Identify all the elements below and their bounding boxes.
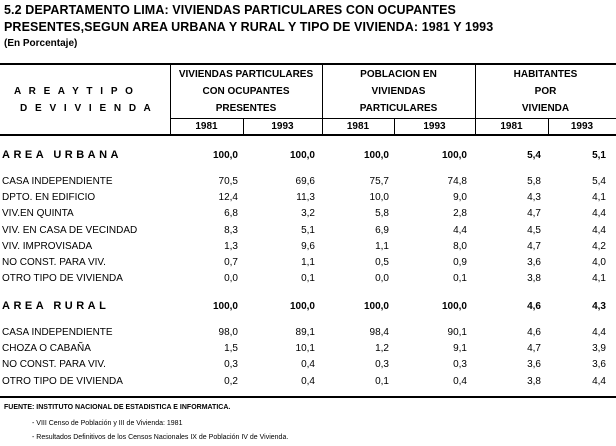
year-header: 1981 [195,121,218,132]
table-cell: 74,8 [447,176,467,187]
title-line-2: PRESENTES,SEGUN AREA URBANA Y RURAL Y TIPO DE VIVIENDA: 1981 Y 1993 [4,20,494,34]
row-label: NO CONST. PARA VIV. [2,257,106,268]
year-header: 1993 [423,121,446,132]
table-cell: 0,1 [301,273,315,284]
table-cell: 4,4 [592,327,606,338]
section-total-cell: 100,0 [289,301,315,312]
column-group-header: POBLACION EN [360,69,437,80]
table-cell: 4,4 [592,225,606,236]
row-label: VIV. IMPROVISADA [2,241,93,252]
table-cell: 0,1 [375,376,389,387]
table-cell: 4,1 [592,192,606,203]
row-label: CASA INDEPENDIENTE [2,327,113,338]
title-line-1: 5.2 DEPARTAMENTO LIMA: VIVIENDAS PARTICULARES CON OCUPANTES [4,3,456,17]
table-cell: 70,5 [218,176,238,187]
table-cell: 9,6 [301,241,315,252]
table-cell: 98,4 [369,327,389,338]
subtitle: (En Porcentaje) [4,38,78,49]
bottom-rule [0,396,616,398]
table-cell: 1,1 [301,257,315,268]
table-cell: 4,0 [592,257,606,268]
table-cell: 4,4 [592,376,606,387]
table-cell: 3,2 [301,208,315,219]
table-cell: 1,3 [224,241,238,252]
table-cell: 4,7 [527,241,541,252]
column-group-header: POR [534,86,557,97]
table-cell: 0,4 [301,359,315,370]
table-cell: 4,7 [527,343,541,354]
table-cell: 3,6 [527,359,541,370]
table-cell: 0,2 [224,376,238,387]
section-total-cell: 4,3 [592,301,606,312]
table-cell: 0,4 [301,376,315,387]
table-cell: 5,8 [527,176,541,187]
section-total-cell: 100,0 [363,150,389,161]
table-cell: 90,1 [447,327,467,338]
row-label: CASA INDEPENDIENTE [2,176,113,187]
year-header: 1981 [500,121,523,132]
table-cell: 0,5 [375,257,389,268]
table-cell: 5,8 [375,208,389,219]
table-cell: 5,1 [301,225,315,236]
table-cell: 0,4 [453,376,467,387]
table-cell: 1,2 [375,343,389,354]
stub-header-line-1: A R E A Y T I P O [14,86,136,97]
top-rule [0,63,616,65]
table-cell: 4,5 [527,225,541,236]
column-group-header: HABITANTES [513,69,578,80]
table-cell: 4,2 [592,241,606,252]
section-title: AREA URBANA [2,149,122,161]
column-group-header: CON OCUPANTES [202,86,290,97]
table-cell: 10,0 [369,192,389,203]
table-cell: 0,9 [453,257,467,268]
section-title: AREA RURAL [2,300,110,312]
footer-source: FUENTE: INSTITUTO NACIONAL DE ESTADISTICA E INFORMATICA. [4,404,231,411]
footer-item-2: - Resultados Definitivos de los Censos Nacionales IX de Población IV de Vivienda. [32,434,289,441]
table-cell: 0,3 [224,359,238,370]
table-cell: 5,4 [592,176,606,187]
row-label: CHOZA O CABAÑA [2,343,91,354]
table-cell: 4,3 [527,192,541,203]
table-cell: 9,1 [453,343,467,354]
column-group-header: VIVIENDA [521,103,570,114]
table-cell: 0,7 [224,257,238,268]
table-cell: 0,1 [453,273,467,284]
stub-header-line-2: D E V I V I E N D A [20,103,154,114]
table-cell: 8,0 [453,241,467,252]
section-total-cell: 100,0 [289,150,315,161]
row-label: VIV. EN CASA DE VECINDAD [2,225,138,236]
row-label: OTRO TIPO DE VIVIENDA [2,376,123,387]
table-cell: 0,3 [375,359,389,370]
section-total-cell: 4,6 [527,301,541,312]
table-cell: 9,0 [453,192,467,203]
section-total-cell: 100,0 [441,301,467,312]
table-cell: 11,3 [296,192,315,203]
table-cell: 4,6 [527,327,541,338]
table-cell: 2,8 [453,208,467,219]
column-group-header: VIVIENDAS [371,86,426,97]
table-cell: 6,9 [375,225,389,236]
table-cell: 10,1 [295,343,315,354]
table-cell: 0,0 [224,273,238,284]
year-header: 1993 [271,121,294,132]
column-group-header: PARTICULARES [359,103,438,114]
year-header: 1981 [346,121,370,132]
table-cell: 3,8 [527,273,541,284]
row-label: DPTO. EN EDIFICIO [2,192,96,203]
table-cell: 1,1 [375,241,389,252]
table-cell: 4,7 [527,208,541,219]
table-cell: 0,0 [375,273,389,284]
table-cell: 3,6 [527,257,541,268]
row-label: OTRO TIPO DE VIVIENDA [2,273,123,284]
column-group-header: VIVIENDAS PARTICULARES [178,69,314,80]
table-cell: 69,6 [295,176,315,187]
table-cell: 3,9 [592,343,606,354]
header-bottom-rule [0,134,616,136]
row-label: NO CONST. PARA VIV. [2,359,106,370]
section-total-cell: 100,0 [363,301,389,312]
table-title [4,2,493,36]
table-cell: 4,4 [453,225,467,236]
table-cell: 0,3 [453,359,467,370]
column-group-header: PRESENTES [215,103,277,114]
table-cell: 6,8 [224,208,238,219]
table-cell: 75,7 [369,176,389,187]
section-total-cell: 5,4 [527,150,541,161]
footer-item-1: - VIII Censo de Población y III de Vivienda: 1981 [32,420,183,427]
table-cell: 1,5 [224,343,238,354]
section-total-cell: 5,1 [592,150,606,161]
table-cell: 12,4 [218,192,238,203]
table-cell: 8,3 [224,225,238,236]
table-cell: 3,8 [527,376,541,387]
section-total-cell: 100,0 [212,301,238,312]
table-cell: 89,1 [295,327,315,338]
table-cell: 4,1 [592,273,606,284]
year-header: 1993 [570,121,594,132]
table-cell: 3,6 [592,359,606,370]
table-cell: 98,0 [218,327,238,338]
section-total-cell: 100,0 [441,150,467,161]
row-label: VIV.EN QUINTA [2,208,74,219]
section-total-cell: 100,0 [212,150,238,161]
table-cell: 4,4 [592,208,606,219]
